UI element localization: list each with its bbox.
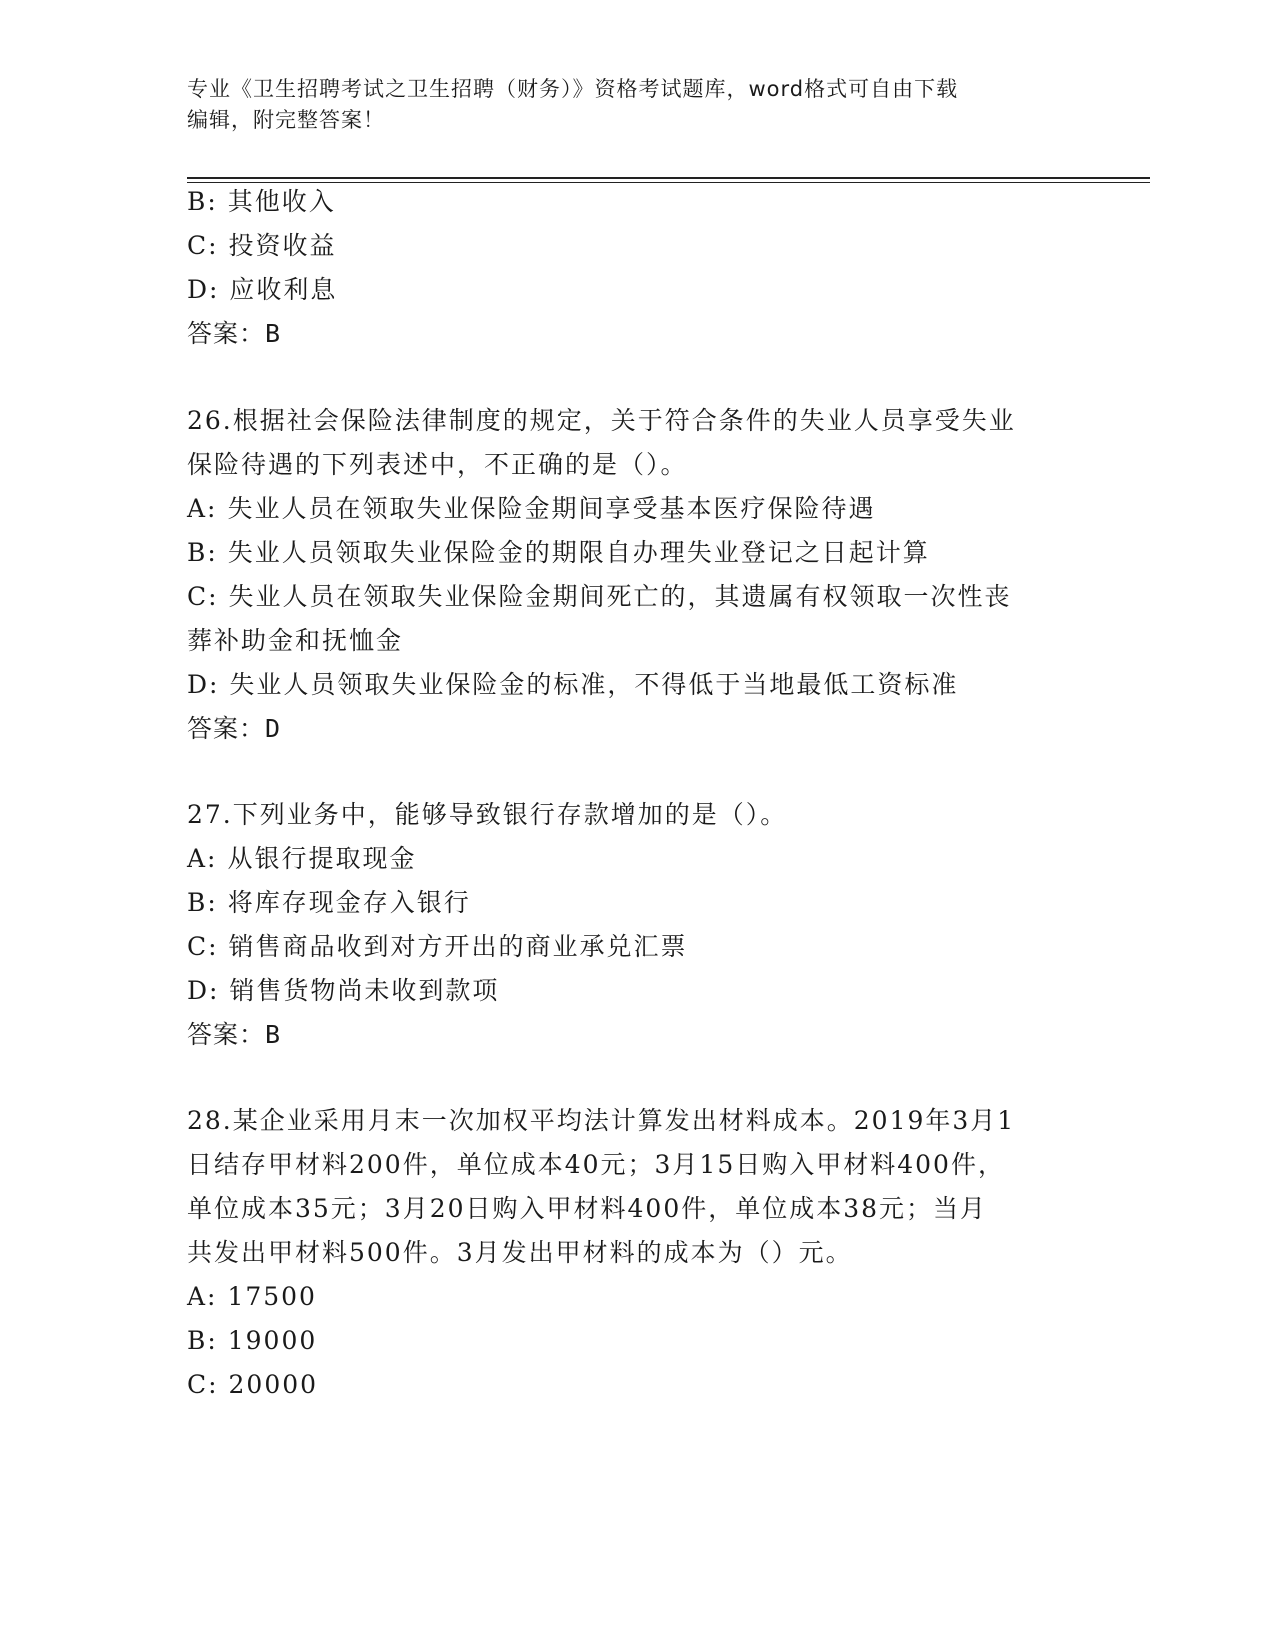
question-26-stem-1: 26.根据社会保险法律制度的规定，关于符合条件的失业人员享受失业 xyxy=(187,406,1016,435)
question-26-option-d: D: 失业人员领取失业保险金的标准，不得低于当地最低工资标准 xyxy=(187,670,959,699)
question-26-option-b: B: 失业人员领取失业保险金的期限自办理失业登记之日起计算 xyxy=(187,538,930,567)
question-27-option-c: C: 销售商品收到对方开出的商业承兑汇票 xyxy=(187,932,688,961)
question-26-option-c: C: 失业人员在领取失业保险金期间死亡的，其遗属有权领取一次性丧 xyxy=(187,582,1012,611)
question-27-answer: 答案：B xyxy=(187,1020,282,1049)
question-28-option-a: A: 17500 xyxy=(187,1282,317,1311)
header-rule-thick xyxy=(187,177,1150,179)
question-26-option-a: A: 失业人员在领取失业保险金期间享受基本医疗保险待遇 xyxy=(187,494,876,523)
answer-line: 答案：B xyxy=(187,319,282,348)
question-28-stem-4: 共发出甲材料500件。3月发出甲材料的成本为（）元。 xyxy=(187,1238,853,1267)
header-line-2: 编辑，附完整答案！ xyxy=(187,108,385,132)
question-27-option-a: A: 从银行提取现金 xyxy=(187,844,417,873)
header-line-1: 专业《卫生招聘考试之卫生招聘（财务）》资格考试题库，word格式可自由下载 xyxy=(187,77,959,101)
question-27-option-d: D: 销售货物尚未收到款项 xyxy=(187,976,500,1005)
option-b: B: 其他收入 xyxy=(187,187,336,216)
question-28-stem-1: 28.某企业采用月末一次加权平均法计算发出材料成本。2019年3月1 xyxy=(187,1106,1016,1135)
question-26-option-c-cont: 葬补助金和抚恤金 xyxy=(187,626,404,655)
document-header xyxy=(187,74,1067,136)
question-28-option-c: C: 20000 xyxy=(187,1370,319,1399)
question-28-stem-3: 单位成本35元；3月20日购入甲材料400件，单位成本38元；当月 xyxy=(187,1194,988,1223)
option-c: C: 投资收益 xyxy=(187,231,337,260)
option-d: D: 应收利息 xyxy=(187,275,338,304)
question-26-answer: 答案：D xyxy=(187,714,282,743)
question-27-option-b: B: 将库存现金存入银行 xyxy=(187,888,471,917)
header-rule-thin xyxy=(187,182,1150,183)
question-28-stem-2: 日结存甲材料200件，单位成本40元；3月15日购入甲材料400件， xyxy=(187,1150,1005,1179)
question-28-option-b: B: 19000 xyxy=(187,1326,318,1355)
question-27-stem-1: 27.下列业务中，能够导致银行存款增加的是（）。 xyxy=(187,800,788,829)
question-26-stem-2: 保险待遇的下列表述中，不正确的是（）。 xyxy=(187,450,688,479)
